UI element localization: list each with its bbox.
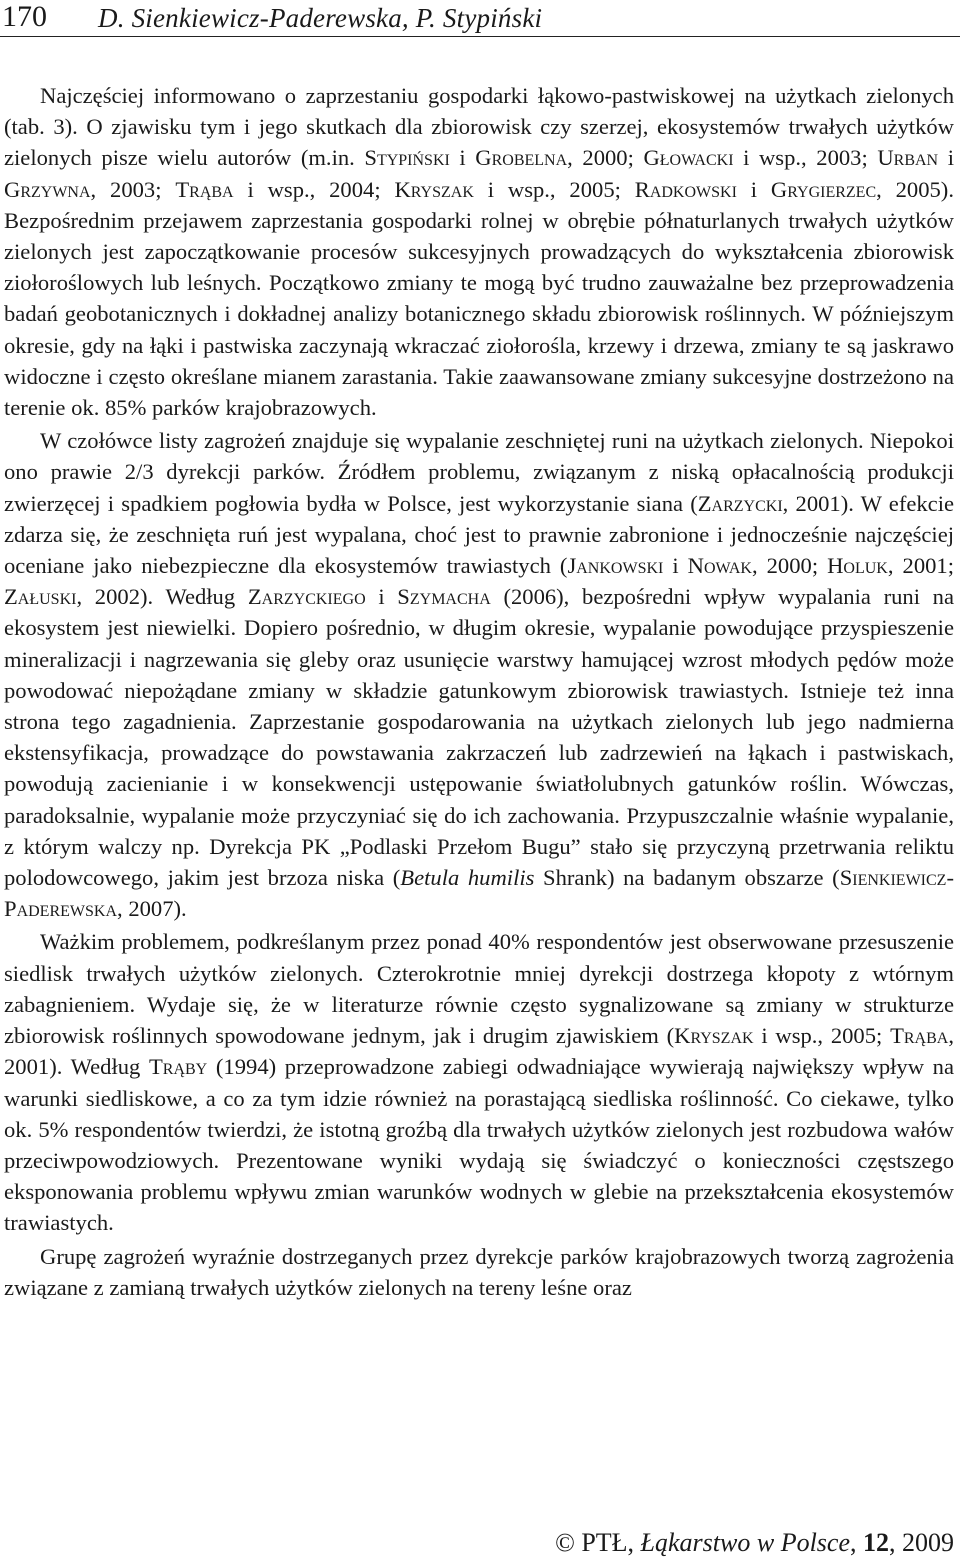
paragraph [4, 1241, 954, 1303]
text-run: Grupę zagrożeń wyraźnie dostrzeganych przez dyrekcje parków krajobrazowych tworzą zagrożenia związane z zamianą trwałych użytków zielonych na tereny leśne oraz [4, 1243, 954, 1300]
text-run: , 2001; [887, 553, 954, 579]
text-run: i [938, 145, 954, 171]
text-run: , 2001). W efekcie zdarza się, że zeschnięta ruń jest wypalana, choć jest to prawnie zabronione i jednocześnie najczęściej oceniane jako niebezpieczne dla ekosystemów trawiastych ( [4, 490, 954, 579]
header-rule [0, 36, 960, 37]
text-run: i [736, 176, 771, 202]
text-run: i [449, 145, 476, 171]
author-citation: Trąby [148, 1054, 208, 1080]
author-citation: Załuski [4, 584, 77, 610]
text-run: , 2000; [751, 553, 828, 579]
author-citation: Nowak [687, 553, 752, 579]
text-run: , 2005). Bezpośrednim przejawem zaprzestania gospodarki rolnej w obrębie półnaturlanych trwałych użytków zielonych jest zapoczątkowanie procesów sukcesyjnych prowadzących do wykształcenia zbiorowisk ziołoroślowych lub leśnych. Początkowo zmiany te mogą być trudno zauważalne bez przeprowadzenia badań geobotanicznych i dokładnej analizy botanicznego składu zbiorowisk roślinnych. W późniejszym okresie, gdy na łąki i pastwiska zaczynają wkraczać ziołorośla, krzewy i drzewa, zmiany te są jaskrawo widoczne i często określane mianem zarastania. Takie zaawansowane zmiany sukcesyjne dostrzeżono na terenie ok. 85% parków krajobrazowych. [4, 176, 954, 421]
author-citation: Głowacki [643, 145, 734, 171]
footer-journal: Łąkarstwo w Polsce [640, 1528, 850, 1557]
author-citation: Sienkiewicz-Paderewska [4, 865, 954, 922]
running-head: D. Sienkiewicz-Paderewska, P. Stypiński [98, 3, 543, 33]
footer-volume: 12 [863, 1528, 889, 1557]
text-run: i wsp., 2005; [753, 1023, 891, 1049]
text-run: (1994) przeprowadzone zabiegi odwadniające wywierają największy wpływ na warunki siedliskowe, a co za tym idzie również na porastającą siedliska roślinność. Co ciekawe, tylko ok. 5% respondentów twierdzi, że istotną groźbą dla trwałych użytków zielonych jest rozbudowa wałów przeciwpowodziowych. Prezentowane wyniki wydają się świadczyć o konieczności częstszego eksponowania problemu wpływu zmian warunków wodnych w glebie na przekształcenia ekosystemów trawiastych. [4, 1054, 955, 1236]
author-citation: Jankowski [567, 553, 664, 579]
page-number: 170 [2, 0, 47, 33]
page-header [0, 0, 960, 38]
body-text [4, 80, 954, 1305]
footer-year: , 2009 [889, 1528, 954, 1557]
text-run: i [663, 553, 688, 579]
author-citation: Szymacha [397, 584, 491, 610]
author-citation: Urban [877, 145, 939, 171]
text-run: , 2003; [90, 176, 176, 202]
text-run: Najczęściej informowano o zaprzestaniu gospodarki łąkowo-pastwiskowej na użytkach zielonych (tab. 3). O zjawisku tym i jego skutkach dla zbiorowisk czy szerzej, ekosystemów trwałych użytków zielonych pisze wielu autorów (m.in. [4, 83, 954, 171]
author-citation: Grobelna [475, 145, 568, 171]
author-citation: Kryszak [394, 176, 474, 202]
page-footer [555, 1528, 954, 1558]
footer-separator: , [850, 1528, 863, 1557]
author-citation: Zarzycki [697, 490, 783, 516]
text-run: Ważkim problemem, podkreślanym przez ponad 40% respondentów jest obserwowane przesuszenie siedlisk trwałych użytków zielonych. Czterokrotnie mniej dyrekcji dostrzega kłopoty z wtórnym zabagnieniem. Wydaje się, że w literaturze równie często sygnalizowane są zmiany w strukturze zbiorowisk roślinnych spowodowane jednym, jak i drugim zjawiskiem ( [4, 929, 954, 1049]
paragraph [4, 80, 954, 423]
paragraph [4, 926, 954, 1238]
author-citation: Stypiński [364, 145, 450, 171]
author-citation: Kryszak [674, 1023, 754, 1049]
paragraph [4, 425, 954, 924]
text-run: i [365, 584, 398, 610]
text-run: , 2001). Według [4, 1023, 954, 1080]
author-citation: Grygierzec [770, 176, 877, 202]
author-citation: Trąba [175, 176, 234, 202]
footer-copyright: © PTŁ, [555, 1528, 641, 1557]
text-run: , 2007). [117, 896, 187, 922]
author-citation: Zarzyckiego [247, 584, 366, 610]
species-name: Betula humilis [400, 865, 535, 891]
text-run: i wsp., 2005; [473, 176, 635, 202]
text-run: W czołówce listy zagrożeń znajduje się wypalanie zeschniętej runi na użytkach zielonych. Niepokoi ono prawie 2/3 dyrekcji parków. Źródłem problemu, związanym z niską opłacalnością produkcji zwierzęcej i spadkiem pogłowia bydła w Polsce, jest wykorzystanie siana ( [4, 428, 954, 516]
author-citation: Radkowski [634, 176, 737, 202]
text-run: i wsp., 2004; [233, 176, 395, 202]
text-run: (2006), bezpośredni wpływ wypalania runi na ekosystem jest niewielki. Dopiero pośrednio, w długim okresie, wypalanie powodujące przyspieszenie mineralizacji i nagrzewania się gleby oraz usunięcie warstwy hamującej wzrost młodych pędów może powodować niepożądane zmiany w składzie gatunkowym zbiorowisk trawiastych. Istnieje też inna strona tego zagadnienia. Zaprzestanie gospodarowania na użytkach zielonych lub jego nadmierna ekstensyfikacja, prowadzące do powstawania zakrzaczeń lub zadrzewień na łąkach i pastwiskach, powodują zacienianie i w konsekwencji ustępowanie światłolubnych gatunków roślin. Wówczas, paradoksalnie, wypalanie może przyczyniać się do ich zachowania. Przypuszczalnie właśnie wypalanie, z którym walczy np. Dyrekcja PK „Podlaski Przełom Bugu” stało się przyczyną przetrwania reliktu polodowcowego, jakim jest brzoza niska ( [4, 584, 954, 891]
text-run: Shrank) na badanym obszarze ( [534, 865, 840, 891]
author-citation: Holuk [827, 553, 888, 579]
author-citation: Trąba [890, 1023, 949, 1049]
author-citation: Grzywna [4, 176, 91, 202]
text-run: , 2002). Według [76, 584, 248, 610]
text-run: , 2000; [567, 145, 644, 171]
text-run: i wsp., 2003; [733, 145, 878, 171]
